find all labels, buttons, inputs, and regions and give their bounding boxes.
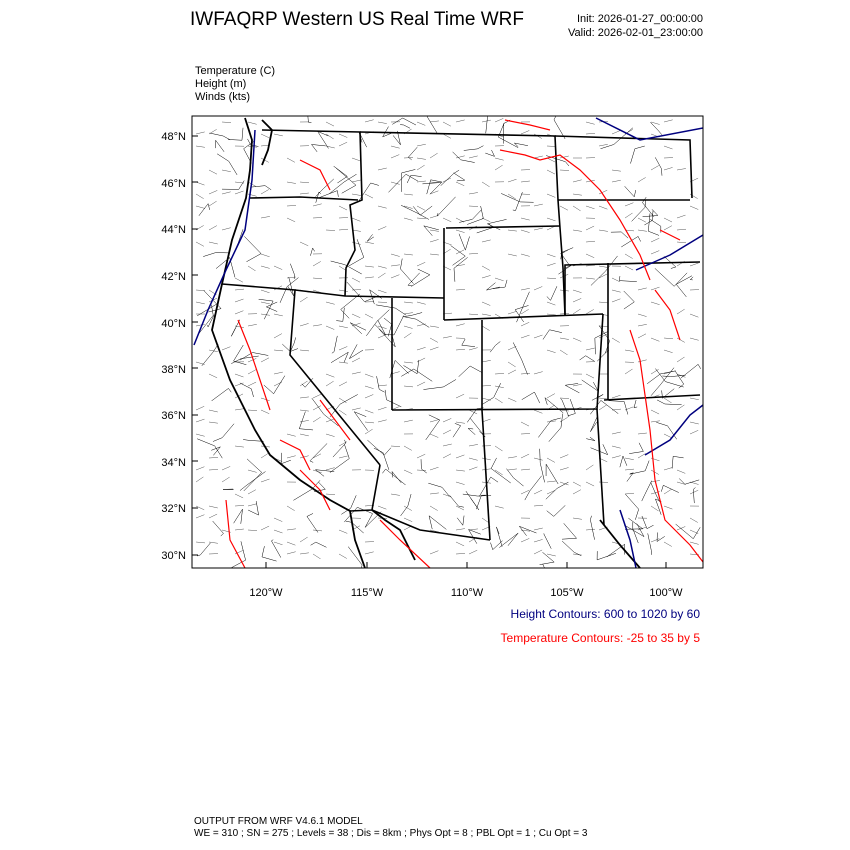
lon-label-100: 100°W [649,587,683,599]
lat-label-32: 32°N [161,503,186,515]
lat-label-36: 36°N [161,410,186,422]
height-contour-note: Height Contours: 600 to 1020 by 60 [510,607,700,621]
plot-title: IWFAQRP Western US Real Time WRF [190,9,524,30]
init-time: Init: 2026-01-27_00:00:00 [577,13,703,25]
lat-label-30: 30°N [161,550,186,562]
field-height: Height (m) [195,78,247,90]
temperature-contour-note: Temperature Contours: -25 to 35 by 5 [500,631,700,645]
lon-label-105: 105°W [550,587,584,599]
lat-label-44: 44°N [161,224,186,236]
lat-label-46: 46°N [161,178,186,190]
lat-label-40: 40°N [161,318,186,330]
lat-label-34: 34°N [161,457,186,469]
model-info: OUTPUT FROM WRF V4.6.1 MODEL [194,816,363,827]
valid-time: Valid: 2026-02-01_23:00:00 [568,27,703,39]
model-config: WE = 310 ; SN = 275 ; Levels = 38 ; Dis = 8km ; Phys Opt = 8 ; PBL Opt = 1 ; Cu Opt = 3 [194,828,588,839]
lat-label-48: 48°N [161,131,186,143]
field-temperature: Temperature (C) [195,65,276,77]
lon-label-110: 110°W [450,587,484,599]
lon-label-120: 120°W [249,587,283,599]
field-winds: Winds (kts) [195,91,250,103]
lat-label-42: 42°N [161,271,186,283]
lat-label-38: 38°N [161,364,186,376]
lon-label-115: 115°W [350,587,384,599]
